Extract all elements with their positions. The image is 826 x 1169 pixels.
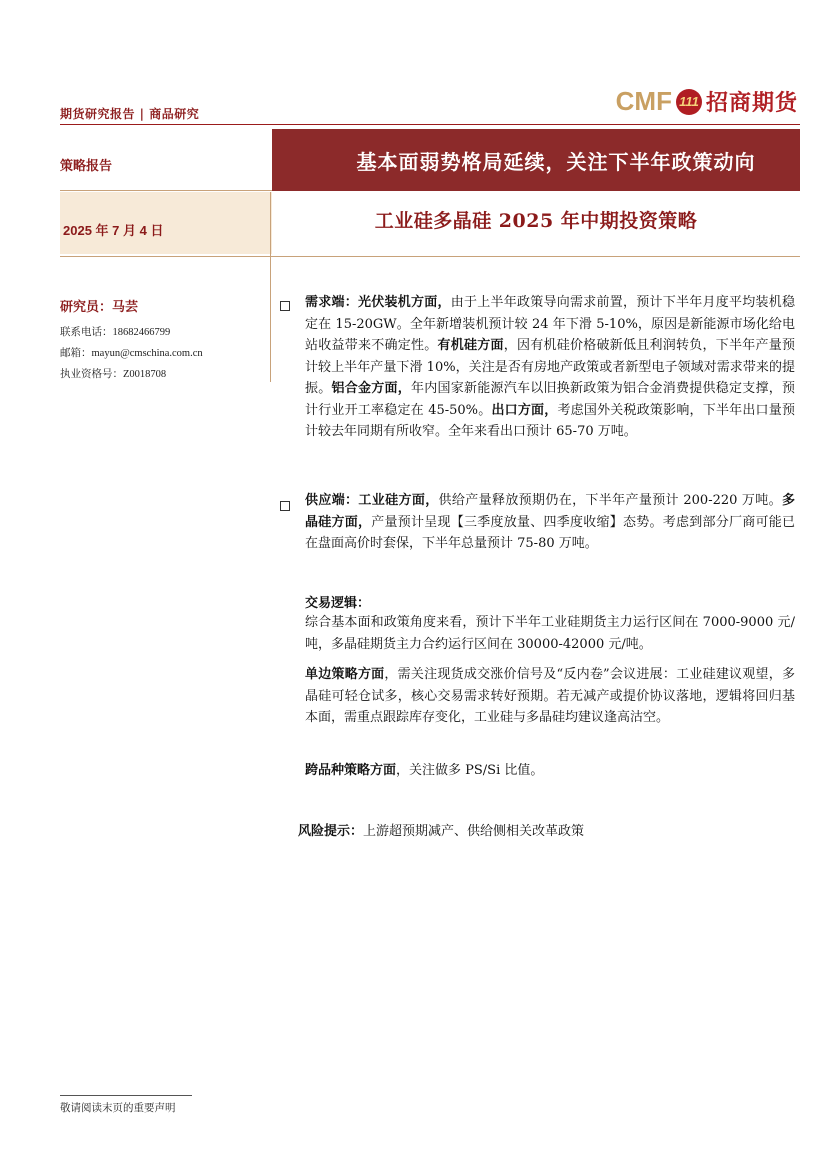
supply-lead: 供应端： (305, 493, 359, 508)
poly-heading: 多晶硅方面， (305, 493, 795, 530)
pv-text: 由于上半年政策导向需求前置，预计下半年月度平均装机稳定在 15-20GW。全年新增装机预计较 24 年下滑 5-10%，原因是新能源市场化给电站收益带来不确定性。 (305, 295, 795, 353)
demand-paragraph (305, 292, 795, 443)
pv-heading: 光伏装机方面， (358, 295, 451, 310)
header-divider (60, 124, 800, 125)
si-text: 供给产量释放预期仍在，下半年产量预计 200-220 万吨。 (438, 493, 782, 508)
demand-bullet-icon (280, 296, 292, 308)
report-date: 2025 年 7 月 4 日 (63, 223, 164, 238)
left-divider (60, 190, 272, 191)
footer-disclaimer: 敬请阅读末页的重要声明 (60, 1102, 176, 1114)
organic-text: ，因有机硅价格破新低且利润转负，下半年产量预计较上半年产量下滑 10%，关注是否有房地产政策或者新型电子领域对需求带来的提振。 (305, 338, 795, 396)
organic-heading: 有机硅方面 (437, 338, 504, 353)
email-label: 邮箱： (60, 347, 92, 359)
license-value: Z0018708 (123, 369, 167, 380)
license-label: 执业资格号： (60, 368, 123, 380)
footer-divider (60, 1095, 192, 1096)
cross-text: ，关注做多 PS/Si 比值。 (396, 763, 544, 778)
logo-cmf-text: CMF (615, 86, 672, 116)
export-text: 考虑国外关税政策影响，下半年出口量预计较去年同期有所收窄。全年来看出口预计 65-70 万吨。 (305, 402, 795, 439)
logo-company-name: 招商期货 (705, 90, 798, 116)
risk-text: 上游超预期减产、供给侧相关改革政策 (363, 824, 585, 839)
export-heading: 出口方面， (491, 402, 558, 418)
supply-bullet-icon (280, 496, 292, 508)
phone-value: 18682466799 (112, 327, 171, 338)
demand-lead: 需求端： (305, 295, 358, 310)
section-divider (60, 256, 800, 257)
report-category: 期货研究报告 | 商品研究 (60, 107, 200, 121)
phone-label: 联系电话： (60, 326, 113, 338)
single-strategy (305, 664, 795, 729)
supply-paragraph (305, 490, 795, 555)
trading-summary: 综合基本面和政策角度来看，预计下半年工业硅期货主力运行区间在 7000-9000 元/吨，多晶硅期货主力合约运行区间在 30000-42000 元/吨。 (305, 615, 795, 652)
analyst-email (60, 345, 203, 360)
title-banner (272, 129, 800, 191)
cross-heading: 跨品种策略方面 (305, 763, 397, 778)
report-title: 基本面弱势格局延续，关注下半年政策动向 (356, 149, 756, 174)
si-heading: 工业硅方面， (358, 493, 439, 508)
cross-strategy (305, 760, 795, 782)
company-logo (616, 86, 798, 117)
risk-label: 风险提示： (298, 824, 364, 839)
vertical-divider (270, 192, 271, 382)
poly-text: 产量预计呈现【三季度放量、四季度收缩】态势。考虑到部分厂商可能已在盘面高价时套保，下半年总量预计 75-80 万吨。 (305, 514, 795, 551)
analyst-phone (60, 324, 170, 339)
alloy-heading: 铝合金方面， (331, 381, 411, 396)
single-text: ，需关注现货成交涨价信号及“反内卷”会议进展：工业硅建议观望，多晶硅可轻仓试多，核心交易需求转好预期。若无减产或提价协议落地，逻辑将回归基本面，需重点跟踪库存变化，工业硅与多晶硅均建议逢高沽空。 (305, 667, 795, 725)
alloy-text: 年内国家新能源汽车以旧换新政策为铝合金消费提供稳定支撑，预计行业开工率稳定在 45-50%。 (305, 381, 795, 418)
report-type: 策略报告 (60, 159, 113, 174)
report-subtitle: 工业硅多晶硅 2025 年中期投资策略 (374, 210, 698, 232)
risk-note (298, 820, 584, 839)
email-value: mayun@cmschina.com.cn (91, 348, 203, 359)
logo-emblem-icon: 111 (676, 89, 702, 115)
single-heading: 单边策略方面 (305, 667, 385, 682)
analyst-name: 研究员：马芸 (60, 300, 139, 315)
analyst-license (60, 366, 166, 381)
trading-heading: 交易逻辑： (305, 596, 371, 611)
